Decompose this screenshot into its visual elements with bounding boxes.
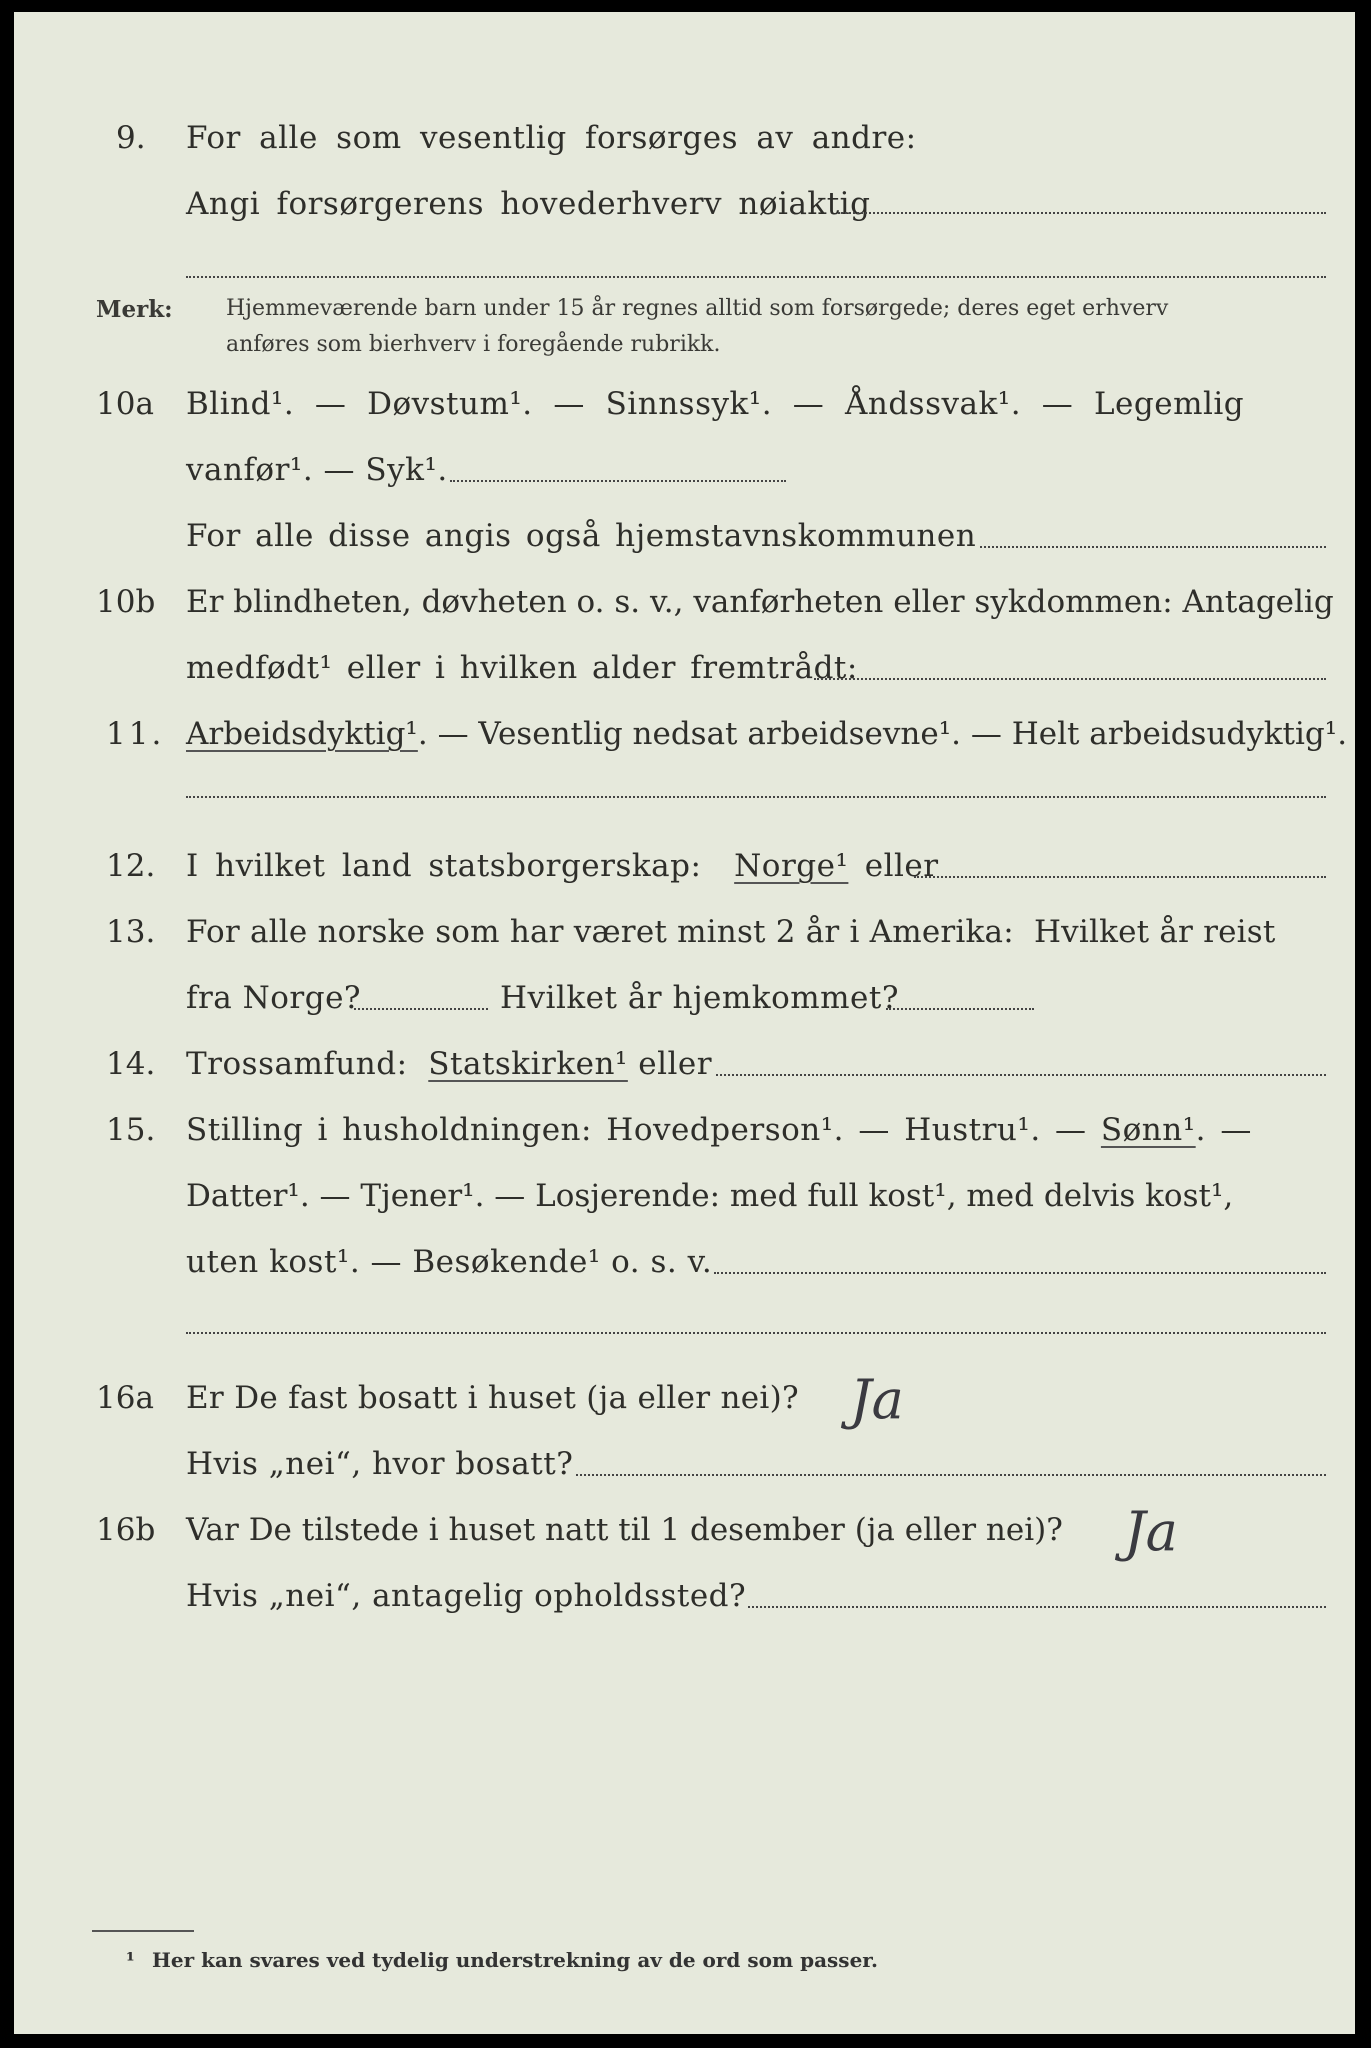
q15-answer-line-2 (186, 1332, 1326, 1334)
q12-norge-underlined: Norge¹ (734, 848, 849, 884)
q15-number: 15. (106, 1112, 156, 1148)
q14-prefix: Trossamfund: (186, 1046, 408, 1082)
q10a-kommune-line (980, 546, 1326, 548)
q14-suffix: eller (638, 1046, 713, 1082)
q14-number: 14. (106, 1046, 156, 1082)
q9-line1: For alle som vesentlig forsørges av andre: (186, 120, 917, 156)
q11-line (186, 716, 1347, 752)
q14-statskirken-underlined: Statskirken¹ (428, 1046, 628, 1082)
footnote-divider (92, 1930, 194, 1932)
census-form-page (14, 12, 1355, 2034)
q16b-answer-line (748, 1606, 1326, 1608)
q12-answer-line (914, 876, 1326, 878)
q13-hjemkommet-line (886, 1008, 1034, 1010)
q13-reist-line (354, 1008, 488, 1010)
merk-line2: anføres som bierhverv i foregående rubrikk. (226, 332, 721, 357)
footnote-text: Her kan svares ved tydelig understrekning av de ord som passer. (152, 1948, 878, 1972)
q13-number: 13. (106, 914, 156, 950)
q9-line2: Angi forsørgerens hovederhverv nøiaktig (186, 186, 871, 222)
q14-answer-line (716, 1074, 1326, 1076)
q15-line2: Datter¹. — Tjener¹. — Losjerende: med full kost¹, med delvis kost¹, (186, 1178, 1234, 1214)
q11-arbeidsdyktig-underlined: Arbeidsdyktig¹ (186, 716, 418, 752)
q11-number: 11. (106, 716, 165, 752)
q15-line1-start: Stilling i husholdningen: Hovedperson¹. — Hustru¹. — (186, 1112, 1087, 1148)
merk-line1: Hjemmeværende barn under 15 år regnes alltid som forsørgede; deres eget erhverv (226, 296, 1169, 321)
q16a-number: 16a (96, 1380, 154, 1416)
q10b-line2: medfødt¹ eller i hvilken alder fremtrådt: (186, 650, 858, 686)
q13-line2a: fra Norge? (186, 980, 362, 1016)
q16b-line2: Hvis „nei“, antagelig opholdssted? (186, 1578, 747, 1614)
q16a-answer-line (576, 1474, 1326, 1476)
q16a-handwritten-answer: Ja (850, 1368, 904, 1431)
q13-line2b: Hvilket år hjemkommet? (500, 980, 899, 1016)
q15-line1-end: . — (1195, 1112, 1252, 1148)
q9-answer-line-2 (186, 276, 1326, 278)
q10a-line2: vanfør¹. — Syk¹. (186, 452, 448, 488)
q15-line3: uten kost¹. — Besøkende¹ o. s. v. (186, 1244, 713, 1280)
q11-rest: . — Vesentlig nedsat arbeidsevne¹. — Helt arbeidsudyktig¹. (417, 716, 1348, 752)
q10a-line1: Blind¹. — Døvstum¹. — Sinnssyk¹. — Åndssvak¹. — Legemlig (186, 386, 1245, 422)
q14-line (186, 1046, 712, 1082)
q13-line1: For alle norske som har været minst 2 år i Amerika: Hvilket år reist (186, 914, 1276, 950)
q12-prefix: I hvilket land statsborgerskap: (186, 848, 702, 884)
q12-line (186, 848, 939, 884)
footnote-mark: ¹ (126, 1948, 135, 1972)
q15-sonn-underlined: Sønn¹ (1100, 1112, 1196, 1148)
q12-number: 12. (106, 848, 156, 884)
q16a-line1: Er De fast bosatt i huset (ja eller nei)? (186, 1380, 799, 1416)
q16b-handwritten-answer: Ja (1124, 1500, 1178, 1563)
q9-answer-line (838, 212, 1326, 214)
q9-number: 9. (116, 120, 146, 156)
q10b-number: 10b (96, 584, 156, 620)
q15-line1 (186, 1112, 1252, 1148)
q10b-line1: Er blindheten, døvheten o. s. v., vanførheten eller sykdommen: Antagelig (186, 584, 1334, 620)
q16b-line1: Var De tilstede i huset natt til 1 desember (ja eller nei)? (186, 1512, 1063, 1548)
q10a-answer-line (450, 480, 786, 482)
q11-answer-line (186, 796, 1326, 798)
q10b-answer-line (814, 678, 1326, 680)
q10a-number: 10a (96, 386, 154, 422)
q15-answer-line (714, 1272, 1326, 1274)
q16b-number: 16b (96, 1512, 156, 1548)
q16a-line2: Hvis „nei“, hvor bosatt? (186, 1446, 574, 1482)
q10a-line3: For alle disse angis også hjemstavnskommunen (186, 518, 977, 554)
merk-label: Merk: (96, 296, 173, 323)
q12-suffix: eller (864, 848, 939, 884)
